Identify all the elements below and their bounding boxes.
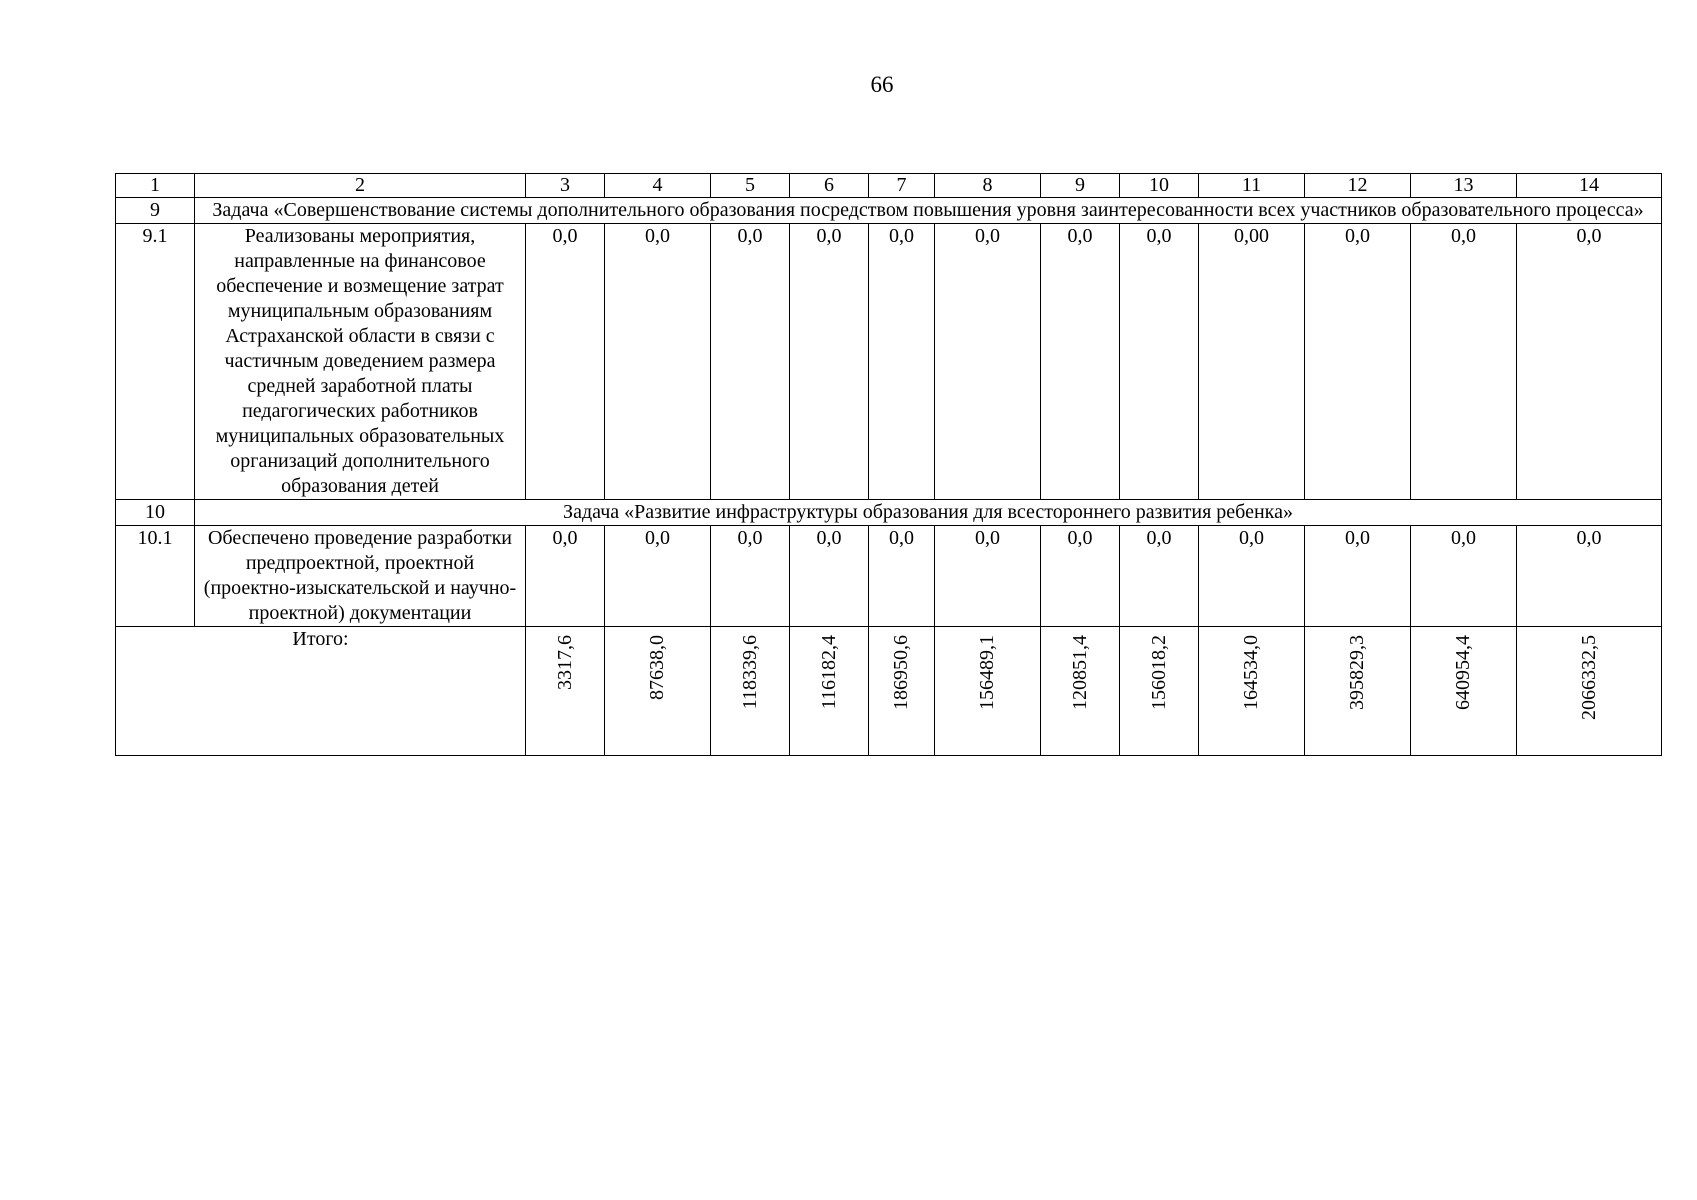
value-cell: 0,00 [1199,224,1305,500]
value-cell: 0,0 [790,526,869,627]
activity-description: Обеспечено проведение разработки предпроектной, проектной (проектно-изыскательской и научно-проектной) документации [195,526,526,627]
value-cell: 0,0 [1305,224,1411,500]
value-cell: 0,0 [526,224,605,500]
task-title: Задача «Развитие инфраструктуры образования для всестороннего развития ребенка» [195,500,1662,526]
value-cell: 0,0 [711,526,790,627]
value-cell: 0,0 [935,224,1041,500]
row-number: 9.1 [116,224,195,500]
total-value: 120851,4 [1068,635,1091,710]
total-cell [1120,627,1199,756]
total-cell [1411,627,1517,756]
total-cell [790,627,869,756]
column-header: 11 [1199,174,1305,198]
value-cell: 0,0 [711,224,790,500]
total-cell [605,627,711,756]
row-number: 10.1 [116,526,195,627]
activity-description: Реализованы мероприятия, направленные на финансовое обеспечение и возмещение затрат муниципальным образованиям Астраханской области в связи с частичным доведением размера средней заработной платы педагогических работников муниципальных образовательных организаций дополнительного образования детей [195,224,526,500]
column-header: 10 [1120,174,1199,198]
value-cell: 0,0 [1411,224,1517,500]
total-cell [1199,627,1305,756]
total-cell [935,627,1041,756]
column-header: 2 [195,174,526,198]
column-header: 7 [869,174,935,198]
activity-row-10-1 [116,526,1662,627]
row-number: 9 [116,198,195,224]
total-value: 640954,4 [1452,635,1474,710]
value-cell: 0,0 [526,526,605,627]
value-cell: 0,0 [605,526,711,627]
column-header: 14 [1517,174,1662,198]
value-cell: 0,0 [1517,224,1662,500]
total-cell [711,627,790,756]
value-cell: 0,0 [869,526,935,627]
total-cell [1041,627,1120,756]
total-value: 156489,1 [976,635,998,710]
column-header: 5 [711,174,790,198]
task-title: Задача «Совершенствование системы дополнительного образования посредством повышения уровня заинтересованности всех участников образовательного процесса» [195,198,1662,224]
total-value: 186950,6 [890,635,912,710]
total-value: 395829,3 [1346,635,1368,710]
value-cell: 0,0 [1517,526,1662,627]
total-cell [1305,627,1411,756]
column-header: 3 [526,174,605,198]
value-cell: 0,0 [1041,224,1120,500]
value-cell: 0,0 [1305,526,1411,627]
row-number: 10 [116,500,195,526]
activity-row-9-1 [116,224,1662,500]
value-cell: 0,0 [1199,526,1305,627]
value-cell: 0,0 [605,224,711,500]
total-value: 116182,4 [817,635,840,710]
column-number-row [116,174,1662,198]
value-cell: 0,0 [1411,526,1517,627]
column-header: 4 [605,174,711,198]
total-row [116,627,1662,756]
task-row-10 [116,500,1662,526]
column-header: 8 [935,174,1041,198]
total-value: 2066332,5 [1577,635,1600,720]
task-row-9 [116,198,1662,224]
total-value: 156018,2 [1147,635,1170,710]
total-label: Итого: [116,627,526,756]
total-cell [869,627,935,756]
value-cell: 0,0 [1120,224,1199,500]
total-cell [1517,627,1662,756]
column-header: 1 [116,174,195,198]
value-cell: 0,0 [935,526,1041,627]
total-value: 118339,6 [738,635,761,710]
column-header: 12 [1305,174,1411,198]
total-value: 164534,0 [1240,635,1262,710]
value-cell: 0,0 [1041,526,1120,627]
value-cell: 0,0 [869,224,935,500]
total-value: 3317,6 [553,635,576,690]
page-number: 66 [870,72,894,97]
column-header: 6 [790,174,869,198]
column-header: 9 [1041,174,1120,198]
column-header: 13 [1411,174,1517,198]
budget-table [115,173,1662,756]
total-value: 87638,0 [646,635,668,700]
value-cell: 0,0 [790,224,869,500]
total-cell [526,627,605,756]
value-cell: 0,0 [1120,526,1199,627]
